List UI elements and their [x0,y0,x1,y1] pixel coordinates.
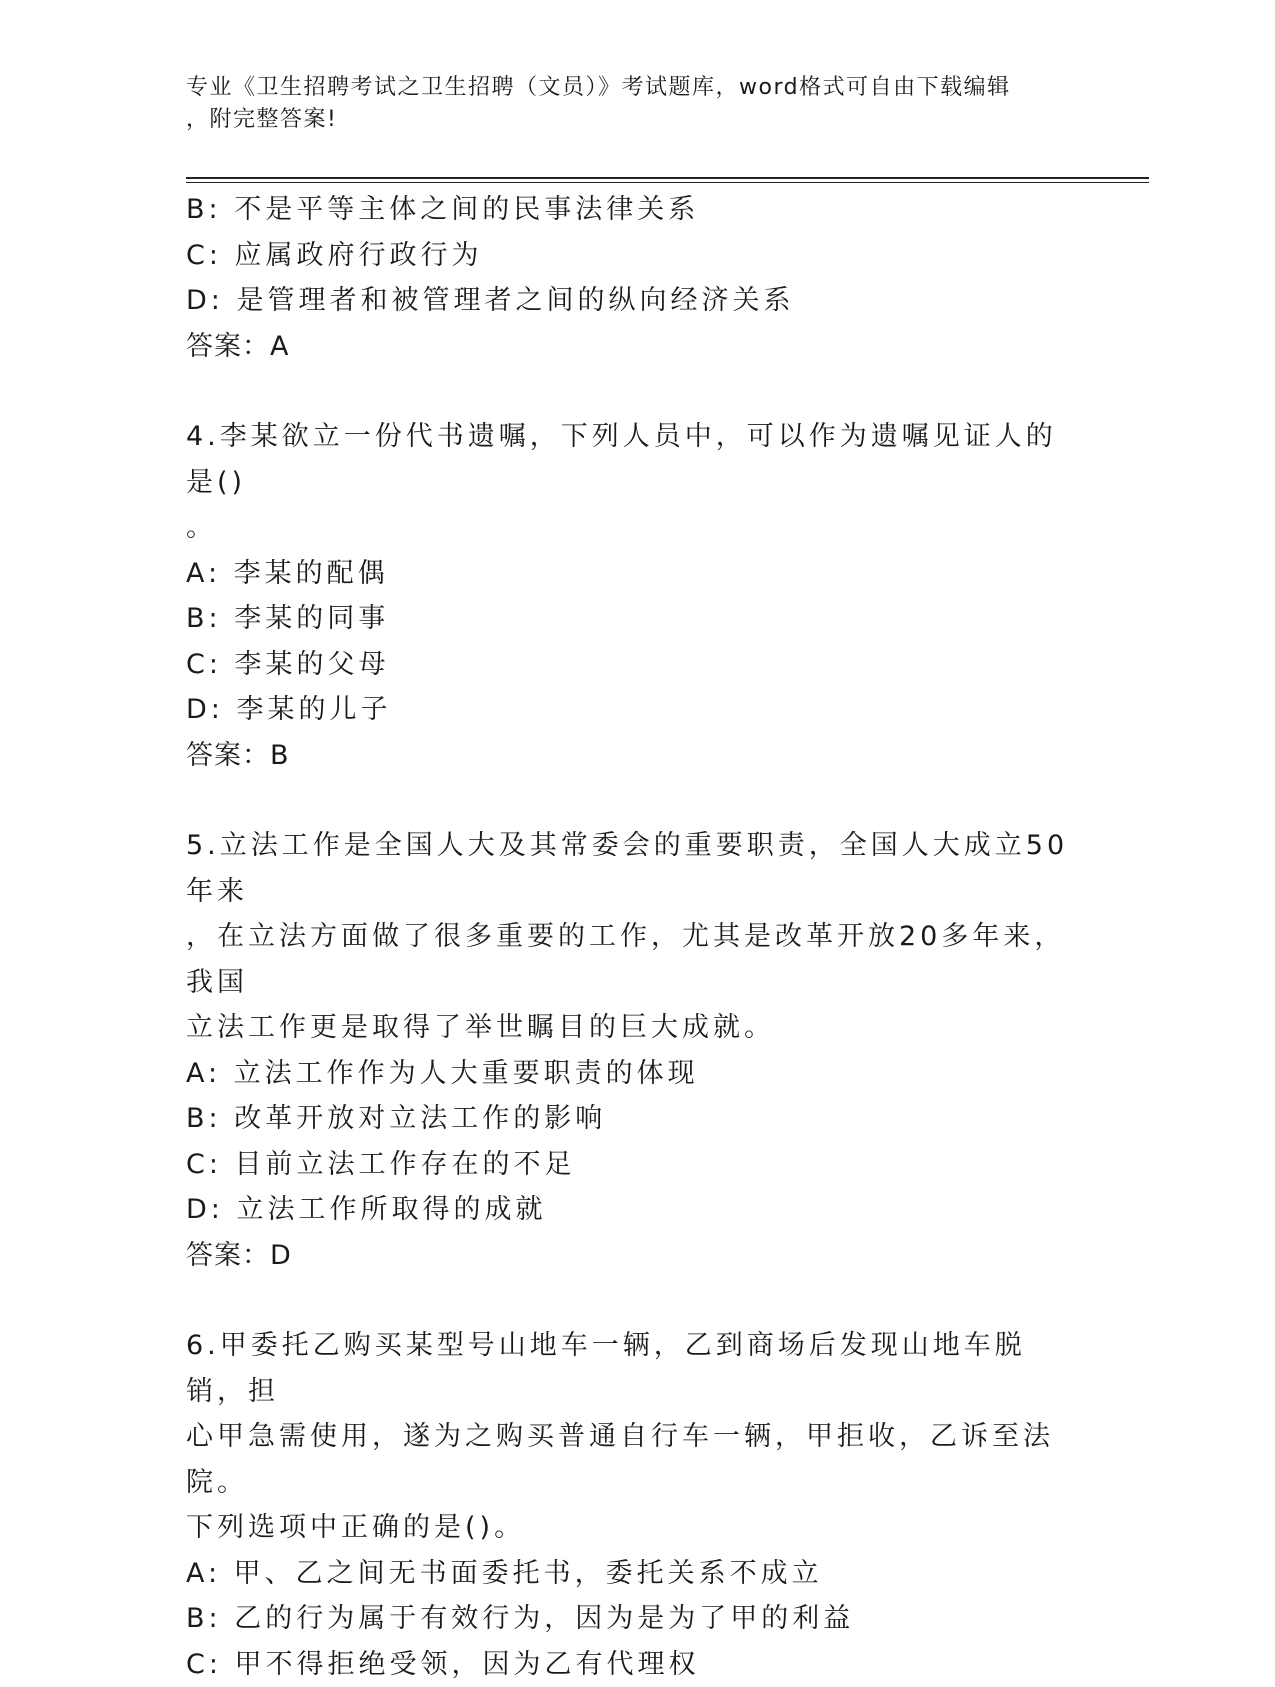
question-4 [186,414,1086,778]
prev-question [186,187,1086,369]
header-divider-thin [186,182,1149,183]
answer: 答案：B [186,733,1086,779]
question-stem-line: 心甲急需使用，遂为之购买普通自行车一辆，甲拒收，乙诉至法院。 [186,1414,1086,1505]
question-5 [186,823,1086,1278]
question-stem-line: 下列选项中正确的是()。 [186,1505,1086,1551]
option-b: B: 改革开放对立法工作的影响 [186,1096,1086,1142]
option-d: D: 立法工作所取得的成就 [186,1187,1086,1233]
question-content [186,187,1086,1687]
header-divider-thick [186,177,1149,179]
question-stem-line: 4.李某欲立一份代书遗嘱，下列人员中，可以作为遗嘱见证人的是() [186,414,1086,505]
header-line-1: 专业《卫生招聘考试之卫生招聘（文员）》考试题库，word格式可自由下载编辑 [186,72,1066,104]
question-stem-line: 立法工作更是取得了举世瞩目的巨大成就。 [186,1005,1086,1051]
option-c: C: 甲不得拒绝受领，因为乙有代理权 [186,1642,1086,1687]
question-stem-line: 5.立法工作是全国人大及其常委会的重要职责，全国人大成立50年来 [186,823,1086,914]
option-a: A: 立法工作作为人大重要职责的体现 [186,1051,1086,1097]
question-stem-line: 6.甲委托乙购买某型号山地车一辆，乙到商场后发现山地车脱销，担 [186,1323,1086,1414]
option-b: B: 不是平等主体之间的民事法律关系 [186,187,1086,233]
question-stem-line: 。 [186,505,1086,551]
question-stem-line: ，在立法方面做了很多重要的工作，尤其是改革开放20多年来，我国 [186,914,1086,1005]
option-c: C: 应属政府行政行为 [186,233,1086,279]
option-a: A: 甲、乙之间无书面委托书，委托关系不成立 [186,1551,1086,1597]
option-c: C: 李某的父母 [186,642,1086,688]
option-b: B: 李某的同事 [186,596,1086,642]
option-d: D: 李某的儿子 [186,687,1086,733]
answer: 答案：D [186,1233,1086,1279]
answer: 答案：A [186,324,1086,370]
option-c: C: 目前立法工作存在的不足 [186,1142,1086,1188]
document-header [186,72,1066,136]
option-d: D: 是管理者和被管理者之间的纵向经济关系 [186,278,1086,324]
option-a: A: 李某的配偶 [186,551,1086,597]
header-line-2: ，附完整答案! [186,104,1066,136]
question-6 [186,1323,1086,1687]
option-b: B: 乙的行为属于有效行为，因为是为了甲的利益 [186,1596,1086,1642]
